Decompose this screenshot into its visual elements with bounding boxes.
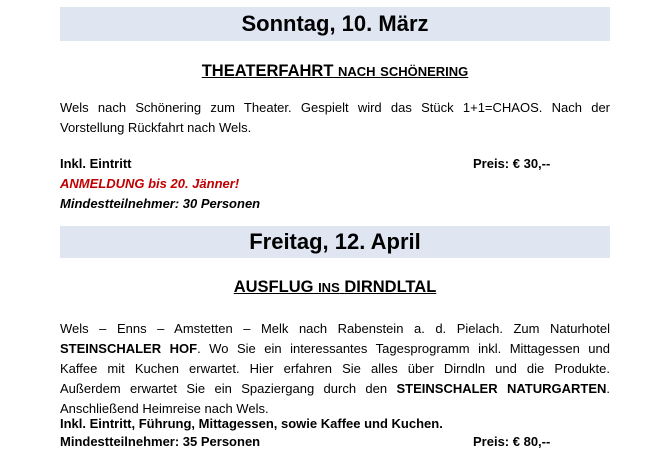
- event-title: THEATERFAHRT NACH SCHÖNERING: [201, 62, 469, 80]
- event-date: Freitag, 12. April: [249, 229, 421, 254]
- event-included: Inkl. Eintritt Preis: € 30,--: [60, 154, 610, 174]
- event-included: Inkl. Eintritt, Führung, Mittagessen, sowie Kaffee und Kuchen.: [60, 416, 443, 431]
- event-title: AUSFLUG INS DIRNDLTAL: [233, 278, 437, 296]
- event-date: Sonntag, 10. März: [241, 11, 429, 36]
- event-registration: ANMELDUNG bis 20. Jänner!: [60, 176, 240, 191]
- event-min-participants: Mindestteilnehmer: 30 Personen: [60, 196, 261, 211]
- event-price: Preis: € 80,--: [473, 434, 551, 449]
- event-description: Wels – Enns – Amstetten – Melk nach Rabenstein a. d. Pielach. Zum Naturhotel STEINSCHALER HOF. Wo Sie ein interessantes Tagesprogramm inkl. Mittagessen und Kaffee mit Kuchen erwartet. Hier erfahren Sie alles über Dirndln und die Produkte. Außerdem erwartet Sie ein Spaziergang durch den STEINSCHALER NATURGARTEN. Anschließend Heimreise nach Wels.: [60, 321, 610, 416]
- event-date-header: [60, 226, 610, 258]
- event-date-header: [60, 7, 610, 41]
- event-description: Wels nach Schönering zum Theater. Gespielt wird das Stück 1+1=CHAOS. Nach der Vorstellung Rückfahrt nach Wels.: [60, 100, 610, 135]
- event-price: Preis: € 30,--: [473, 156, 551, 171]
- event-min-participants: Mindestteilnehmer: 35 Personen Preis: € 80,--: [60, 432, 610, 452]
